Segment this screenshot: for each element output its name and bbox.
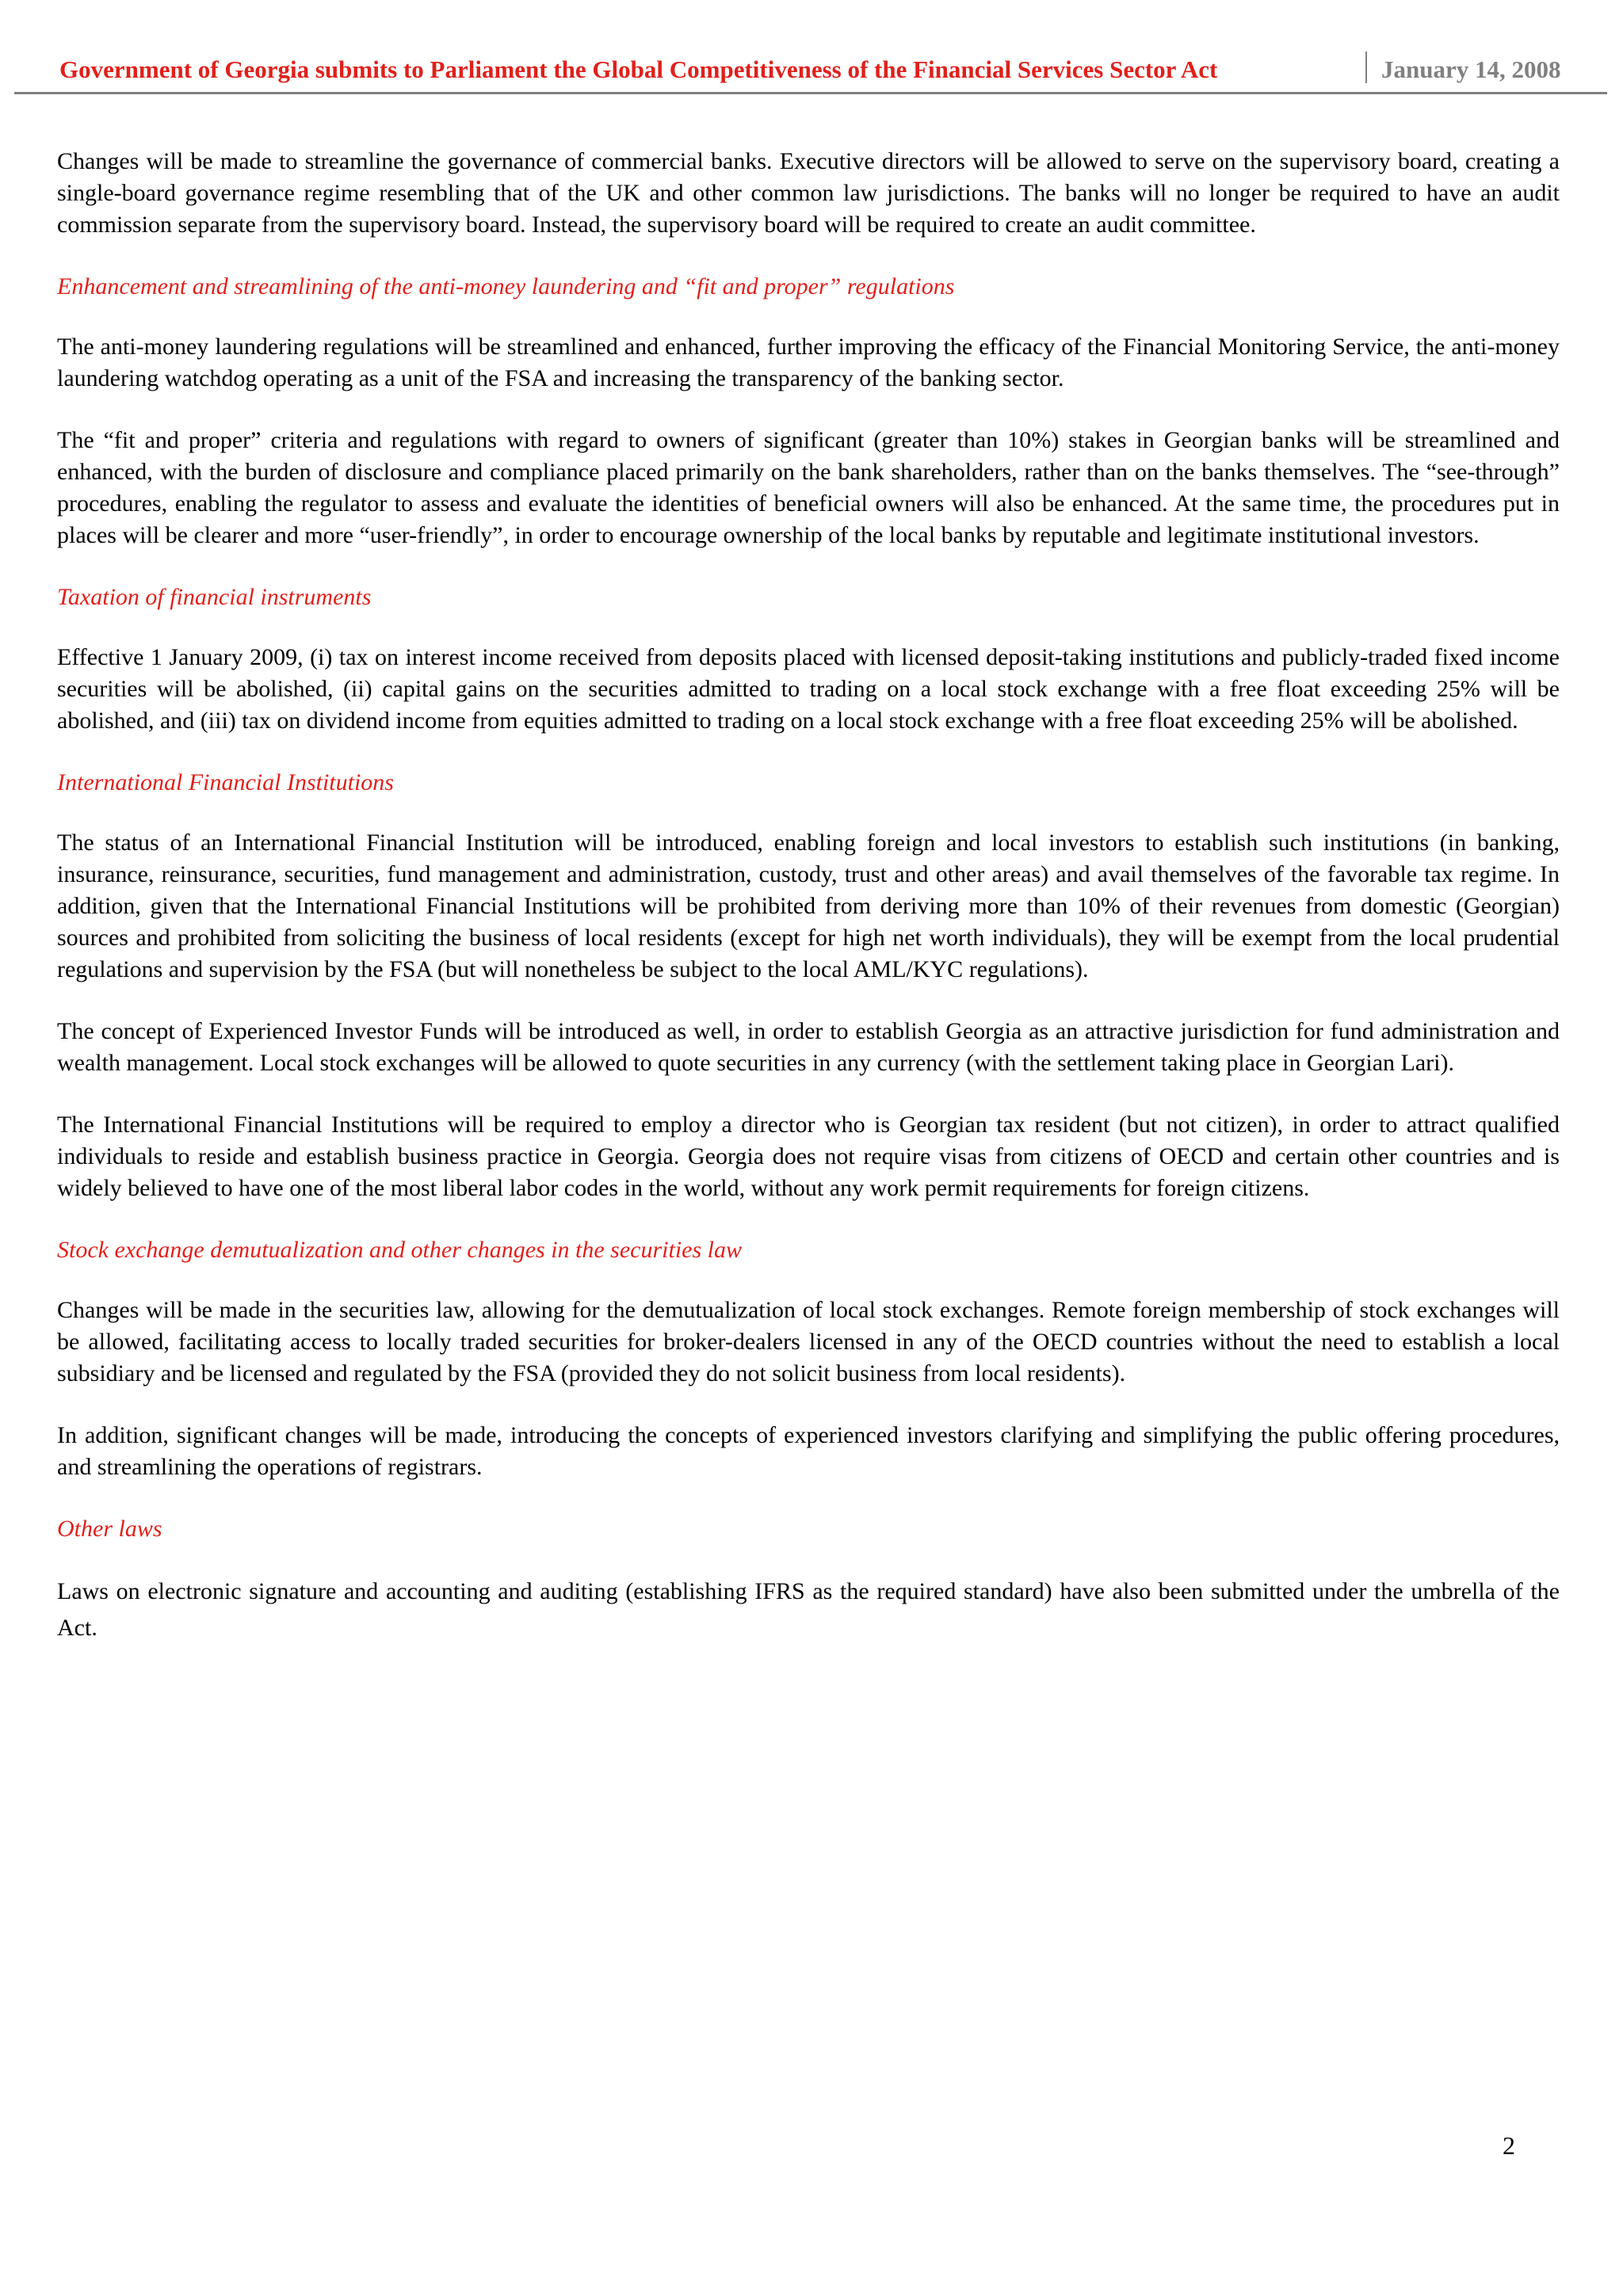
document-date: January 14, 2008 [1381,55,1561,83]
section-heading-aml: Enhancement and streamlining of the anti-money laundering and “fit and proper” regulations [57,273,955,299]
stock-exchange-paragraph-2: In addition, significant changes will be made, introducing the concepts of experienced investors clarifying and simplifying the public offering procedures, and streamlining the operations of registrars. [57,1422,1560,1480]
aml-paragraph-1: The anti-money laundering regulations will be streamlined and enhanced, further improving the efficacy of the Financial Monitoring Service, the anti-money laundering watchdog operating as a unit of the FSA and increasing the transparency of the banking sector. [57,334,1560,391]
intro-paragraph: Changes will be made to streamline the governance of commercial banks. Executive directors will be allowed to serve on the supervisory board, creating a single-board governance regime resembling that of the UK and other common law jurisdictions. The banks will no longer be required to have an audit commission separate from the supervisory board. Instead, the supervisory board will be required to create an audit committee. [57,148,1560,238]
taxation-paragraph-1: Effective 1 January 2009, (i) tax on interest income received from deposits placed with licensed deposit-taking institutions and publicly-traded fixed income securities will be abolished, (ii) capital gains on the securities admitted to trading on a local stock exchange with a free float exceeding 25% will be abolished, and (iii) tax on dividend income from equities admitted to trading on a local stock exchange with a free float exceeding 25% will be abolished. [57,644,1560,734]
page-number: 2 [1503,2131,1515,2160]
page-header [14,48,1607,94]
stock-exchange-paragraph-1: Changes will be made in the securities law, allowing for the demutualization of local stock exchanges. Remote foreign membership of stock exchanges will be allowed, facilitating access to locally traded securities for broker-dealers licensed in any of the OECD countries without the need to establish a local subsidiary and be licensed and regulated by the FSA (provided they do not solicit business from local residents). [57,1297,1560,1386]
section-heading-ifi: International Financial Institutions [57,769,394,795]
section-heading-taxation: Taxation of financial instruments [57,584,372,610]
document-body [57,146,1560,1676]
ifi-paragraph-2: The concept of Experienced Investor Funds will be introduced as well, in order to establish Georgia as an attractive jurisdiction for fund administration and wealth management. Local stock exchanges will be allowed to quote securities in any currency (with the settlement taking place in Georgian Lari). [57,1018,1560,1076]
section-heading-stock-exchange: Stock exchange demutualization and other changes in the securities law [57,1237,742,1263]
header-separator [1365,51,1367,83]
document-title: Government of Georgia submits to Parliament the Global Competitiveness of the Financial Services Sector Act [59,55,1218,83]
section-heading-other-laws: Other laws [57,1516,162,1542]
ifi-paragraph-3: The International Financial Institutions will be required to employ a director who is Georgian tax resident (but not citizen), in order to attract qualified individuals to reside and establish business practice in Georgia. Georgia does not require visas from citizens of OECD and certain other countries and is widely believed to have one of the most liberal labor codes in the world, without any work permit requirements for foreign citizens. [57,1112,1560,1201]
ifi-paragraph-1: The status of an International Financial Institution will be introduced, enabling foreign and local investors to establish such institutions (in banking, insurance, reinsurance, securities, fund management and administration, custody, trust and other areas) and avail themselves of the favorable tax regime. In addition, given that the International Financial Institutions will be prohibited from deriving more than 10% of their revenues from domestic (Georgian) sources and prohibited from soliciting the business of local residents (except for high net worth individuals), they will be exempt from the local prudential regulations and supervision by the FSA (but will nonetheless be subject to the local AML/KYC regulations). [57,830,1560,982]
aml-paragraph-2: The “fit and proper” criteria and regulations with regard to owners of significant (greater than 10%) stakes in Georgian banks will be streamlined and enhanced, with the burden of disclosure and compliance placed primarily on the bank shareholders, rather than on the banks themselves. The “see-through” procedures, enabling the regulator to assess and evaluate the identities of beneficial owners will also be enhanced. At the same time, the procedures put in places will be clearer and more “user-friendly”, in order to encourage ownership of the local banks by reputable and legitimate institutional investors. [57,427,1560,548]
other-laws-paragraph-1: Laws on electronic signature and accounting and auditing (establishing IFRS as the required standard) have also been submitted under the umbrella of the Act. [57,1578,1560,1641]
